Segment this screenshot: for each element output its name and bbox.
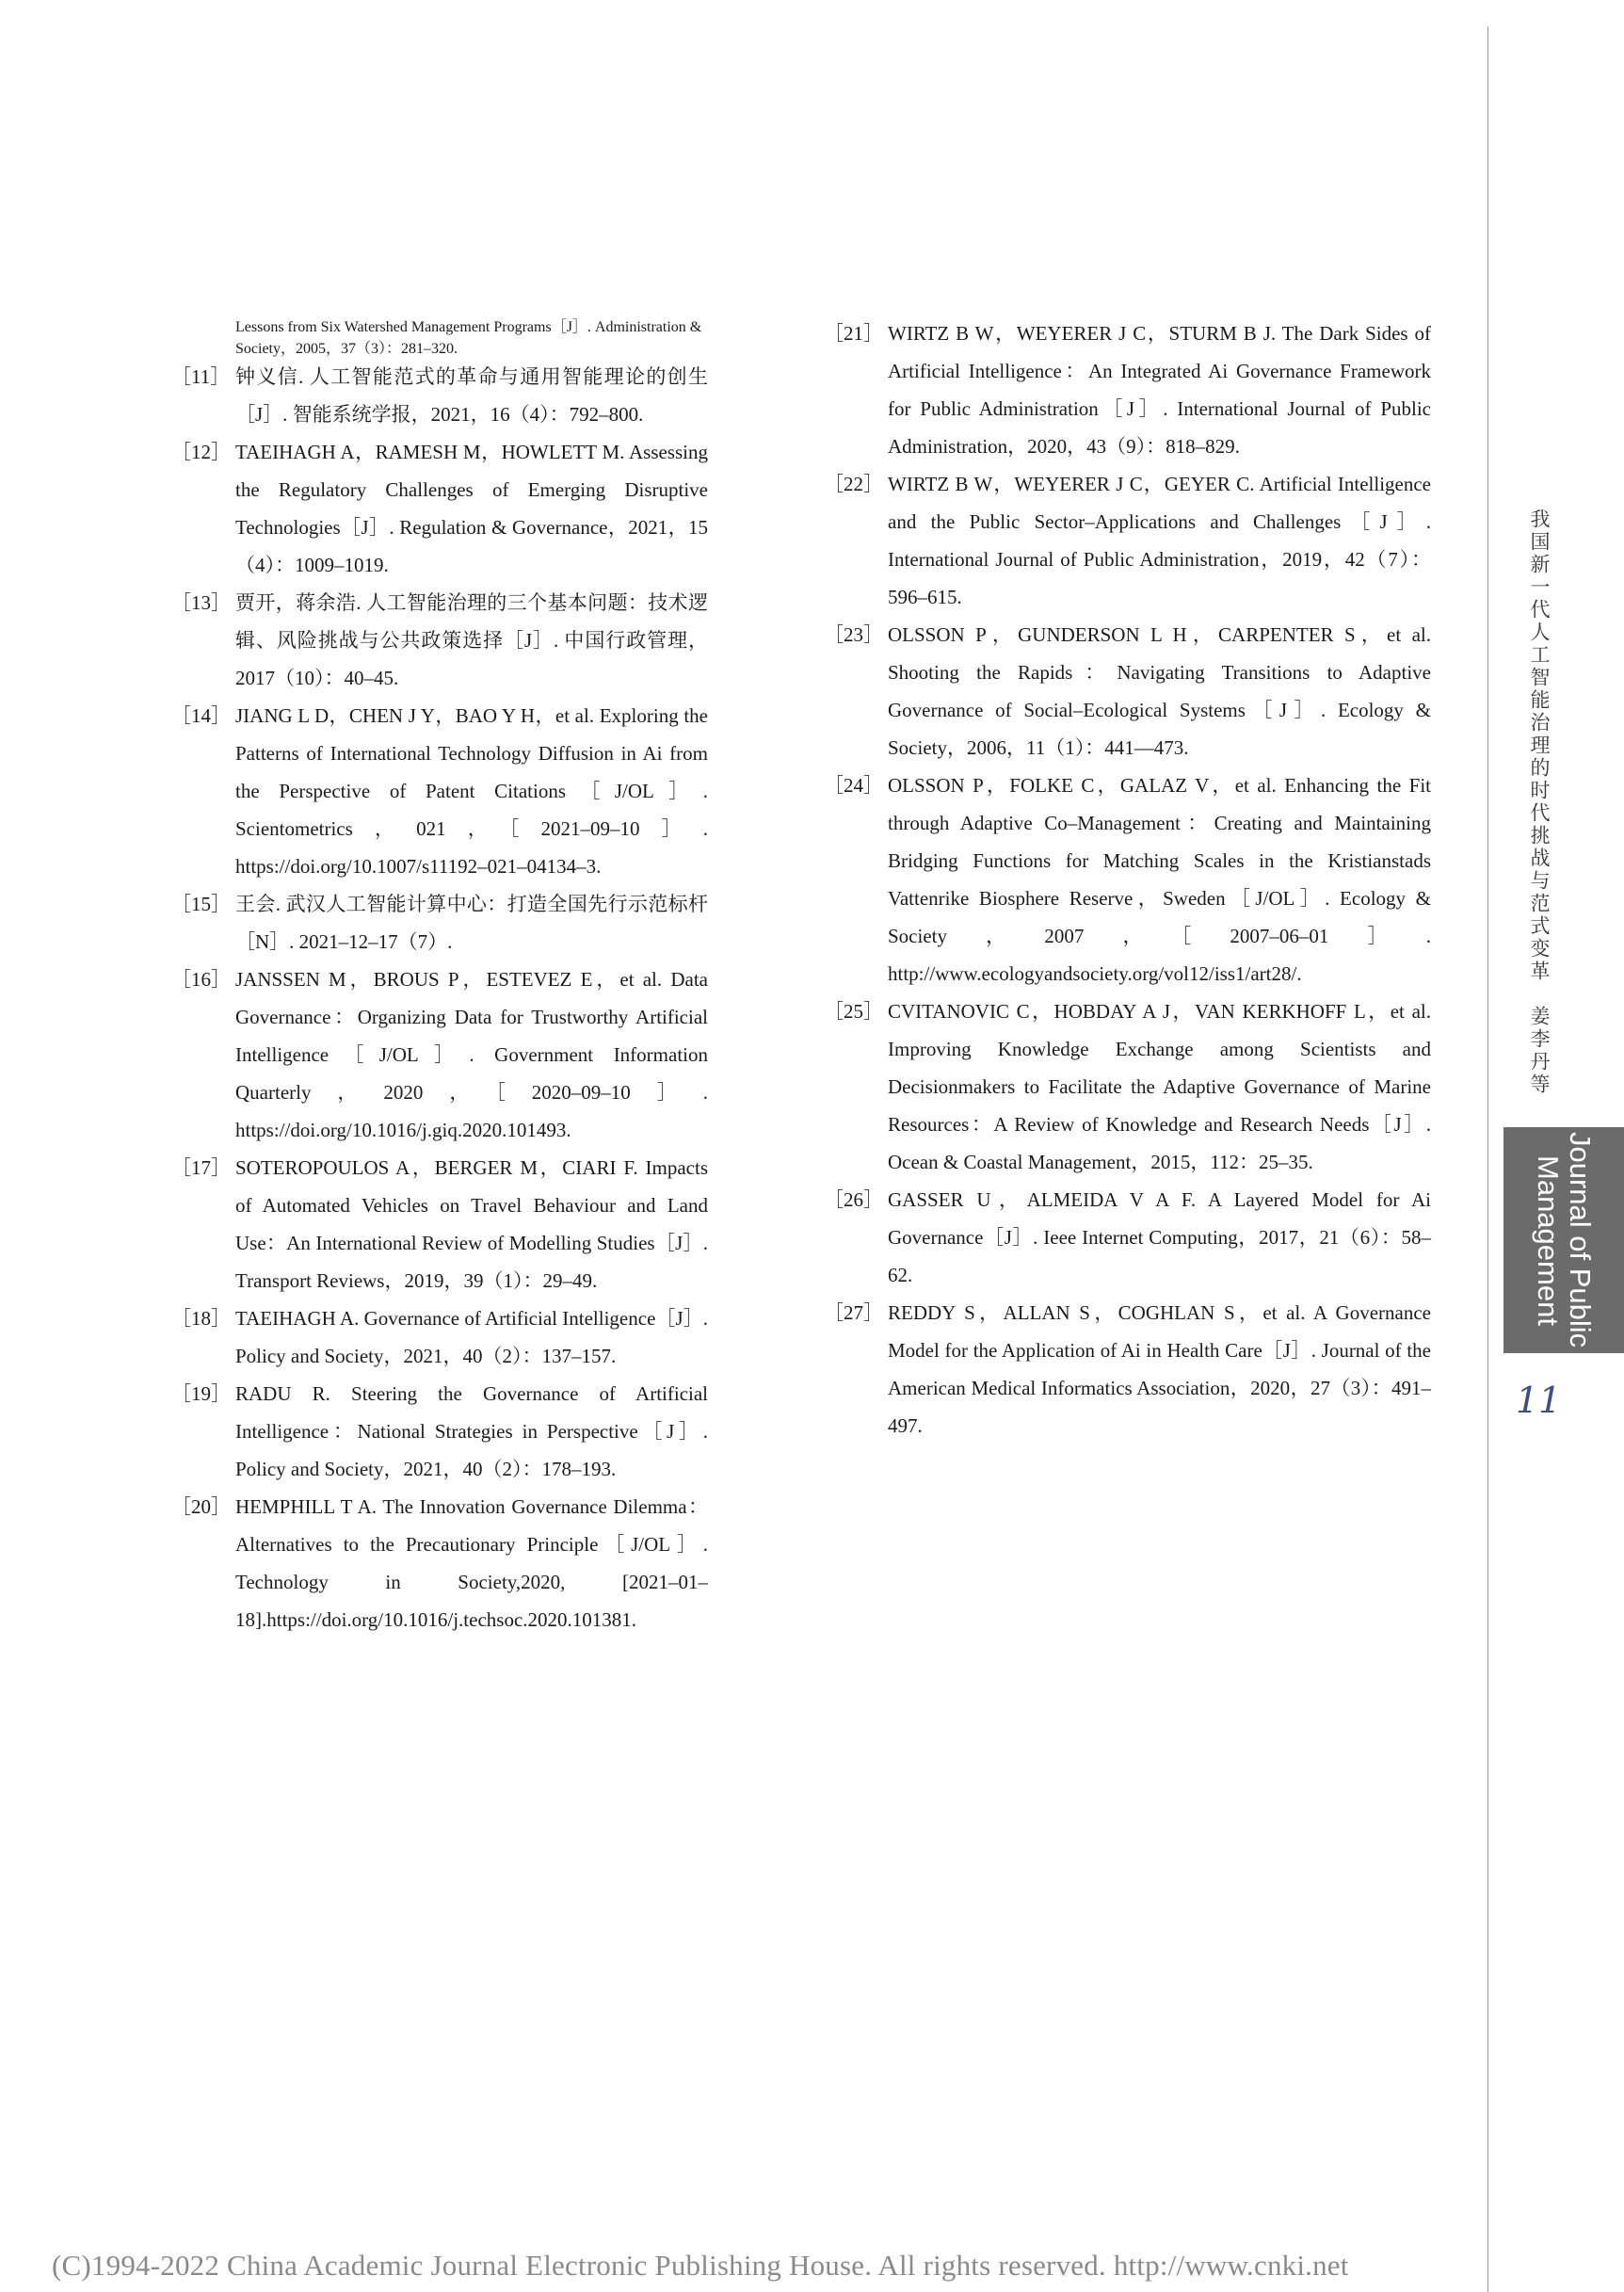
reference-continuation: Lessons from Six Watershed Management Programs［J］. Administration & Society，2005，37（3）：281–320. — [235, 319, 702, 357]
reference-number: ［23］ — [824, 623, 883, 646]
reference-text: WIRTZ B W，WEYERER J C，GEYER C. Artificial Intelligence and the Public Sector–Applications and Challenges［J］. International Journal of Public Administration，2019，42（7）：596–615. — [888, 473, 1431, 608]
reference-text: GASSER U，ALMEIDA V A F. A Layered Model for Ai Governance［J］. Ieee Internet Computing，2017，21（6）：58–62. — [888, 1188, 1431, 1286]
reference-number: ［24］ — [824, 774, 883, 797]
reference-text: 钟义信. 人工智能范式的革命与通用智能理论的创生［J］. 智能系统学报，2021，16（4）：792–800. — [235, 365, 708, 426]
reference-text: WIRTZ B W，WEYERER J C，STURM B J. The Dark Sides of Artificial Intelligence：An Integrated Ai Governance Framework for Public Administration［J］. International Journal of Public Administration，2020，43（9）：818–829. — [888, 322, 1431, 458]
reference-25 — [824, 993, 1431, 1181]
copyright-footer: (C)1994-2022 China Academic Journal Electronic Publishing House. All rights reserved. http://www.cnki.net — [52, 2249, 1349, 2282]
reference-text: OLSSON P，GUNDERSON L H，CARPENTER S，et al. Shooting the Rapids：Navigating Transitions to Adaptive Governance of Social–Ecological Systems［J］. Ecology & Society，2006，11（1）：441––473. — [888, 623, 1431, 759]
reference-24 — [824, 767, 1431, 993]
reference-number: ［17］ — [171, 1156, 231, 1179]
reference-14 — [171, 697, 708, 885]
journal-name-line2: Management — [1532, 1154, 1565, 1326]
reference-26 — [824, 1181, 1431, 1294]
reference-text: TAEIHAGH A，RAMESH M，HOWLETT M. Assessing the Regulatory Challenges of Emerging Disruptive Technologies［J］. Regulation & Governance，2021，15（4）：1009–1019. — [235, 441, 708, 576]
reference-text: JANSSEN M，BROUS P，ESTEVEZ E，et al. Data Governance：Organizing Data for Trustworthy Artificial Intelligence［J/OL］. Government Information Quarterly，2020，［2020–09–10］. https://doi.org/10.1016/j.giq.2020.101493. — [235, 968, 708, 1141]
reference-number: ［12］ — [171, 441, 231, 463]
reference-number: ［25］ — [824, 1000, 883, 1023]
reference-16 — [171, 960, 708, 1149]
reference-13 — [171, 584, 708, 697]
reference-text: CVITANOVIC C，HOBDAY A J，VAN KERKHOFF L，et al. Improving Knowledge Exchange among Scientists and Decisionmakers to Facilitate the Adaptive Governance of Marine Resources：A Review of Knowledge and Research Needs［J］. Ocean & Coastal Management，2015，112：25–35. — [888, 1000, 1431, 1173]
reference-text: TAEIHAGH A. Governance of Artificial Intelligence［J］. Policy and Society，2021，40（2）：137–157. — [235, 1307, 708, 1367]
reference-21 — [824, 315, 1431, 465]
reference-number: ［19］ — [171, 1382, 231, 1405]
reference-text: OLSSON P，FOLKE C，GALAZ V，et al. Enhancing the Fit through Adaptive Co–Management：Creating and Maintaining Bridging Functions for Matching Scales in the Kristianstads Vattenrike Biosphere Reserve，Sweden［J/OL］. Ecology & Society，2007，［2007–06–01］. http://www.ecologyandsociety.org/vol12/iss1/art28/. — [888, 774, 1431, 985]
reference-text: SOTEROPOULOS A，BERGER M，CIARI F. Impacts of Automated Vehicles on Travel Behaviour and Land Use：An International Review of Modelling Studies［J］. Transport Reviews，2019，39（1）：29–49. — [235, 1156, 708, 1292]
reference-12 — [171, 433, 708, 584]
reference-number: ［20］ — [171, 1495, 231, 1518]
reference-text: 贾开，蒋余浩. 人工智能治理的三个基本问题：技术逻辑、风险挑战与公共政策选择［J］. 中国行政管理，2017（10）：40–45. — [235, 591, 708, 689]
reference-22 — [824, 465, 1431, 616]
reference-text: RADU R. Steering the Governance of Artificial Intelligence：National Strategies in Perspective［J］. Policy and Society，2021，40（2）：178–193. — [235, 1382, 708, 1480]
reference-number: ［22］ — [824, 473, 883, 495]
left-column — [171, 315, 708, 1638]
running-title: 我国新一代人工智能治理的时代挑战与范式变革 姜李丹等 — [1528, 508, 1551, 1096]
reference-number: ［21］ — [824, 322, 883, 345]
journal-name — [1503, 1127, 1624, 1353]
reference-23 — [824, 616, 1431, 767]
right-column — [824, 315, 1431, 1445]
reference-20 — [171, 1488, 708, 1638]
margin-divider — [1487, 26, 1488, 2292]
reference-27 — [824, 1294, 1431, 1445]
reference-number: ［27］ — [824, 1301, 883, 1324]
reference-18 — [171, 1299, 708, 1375]
reference-number: ［26］ — [824, 1188, 883, 1211]
reference-19 — [171, 1375, 708, 1488]
reference-text: HEMPHILL T A. The Innovation Governance Dilemma：Alternatives to the Precautionary Principle［J/OL］. Technology in Society,2020, [2021–01–18].https://doi.org/10.1016/j.techsoc.2020.101381. — [235, 1495, 708, 1631]
page-number: 11 — [1516, 1380, 1562, 1421]
reference-text: REDDY S，ALLAN S，COGHLAN S，et al. A Governance Model for the Application of Ai in Health Care［J］. Journal of the American Medical Informatics Association，2020，27（3）：491–497. — [888, 1301, 1431, 1437]
reference-number: ［18］ — [171, 1307, 231, 1330]
reference-15 — [171, 885, 708, 960]
reference-number: ［15］ — [171, 893, 231, 915]
reference-number: ［16］ — [171, 968, 231, 991]
reference-17 — [171, 1149, 708, 1299]
reference-number: ［11］ — [171, 365, 231, 388]
reference-text: JIANG L D，CHEN J Y，BAO Y H，et al. Exploring the Patterns of International Technology Diffusion in Ai from the Perspective of Patent Citations［J/OL］. Scientometrics，021，［2021–09–10］. https://doi.org/10.1007/s11192–021–04134–3. — [235, 704, 708, 878]
reference-text: 王会. 武汉人工智能计算中心：打造全国先行示范标杆［N］. 2021–12–17（7）. — [235, 893, 708, 953]
reference-number: ［14］ — [171, 704, 231, 727]
journal-tab — [1503, 1127, 1624, 1353]
journal-name-line1: Journal of Public — [1564, 1132, 1597, 1348]
reference-11 — [171, 358, 708, 433]
reference-number: ［13］ — [171, 591, 231, 614]
